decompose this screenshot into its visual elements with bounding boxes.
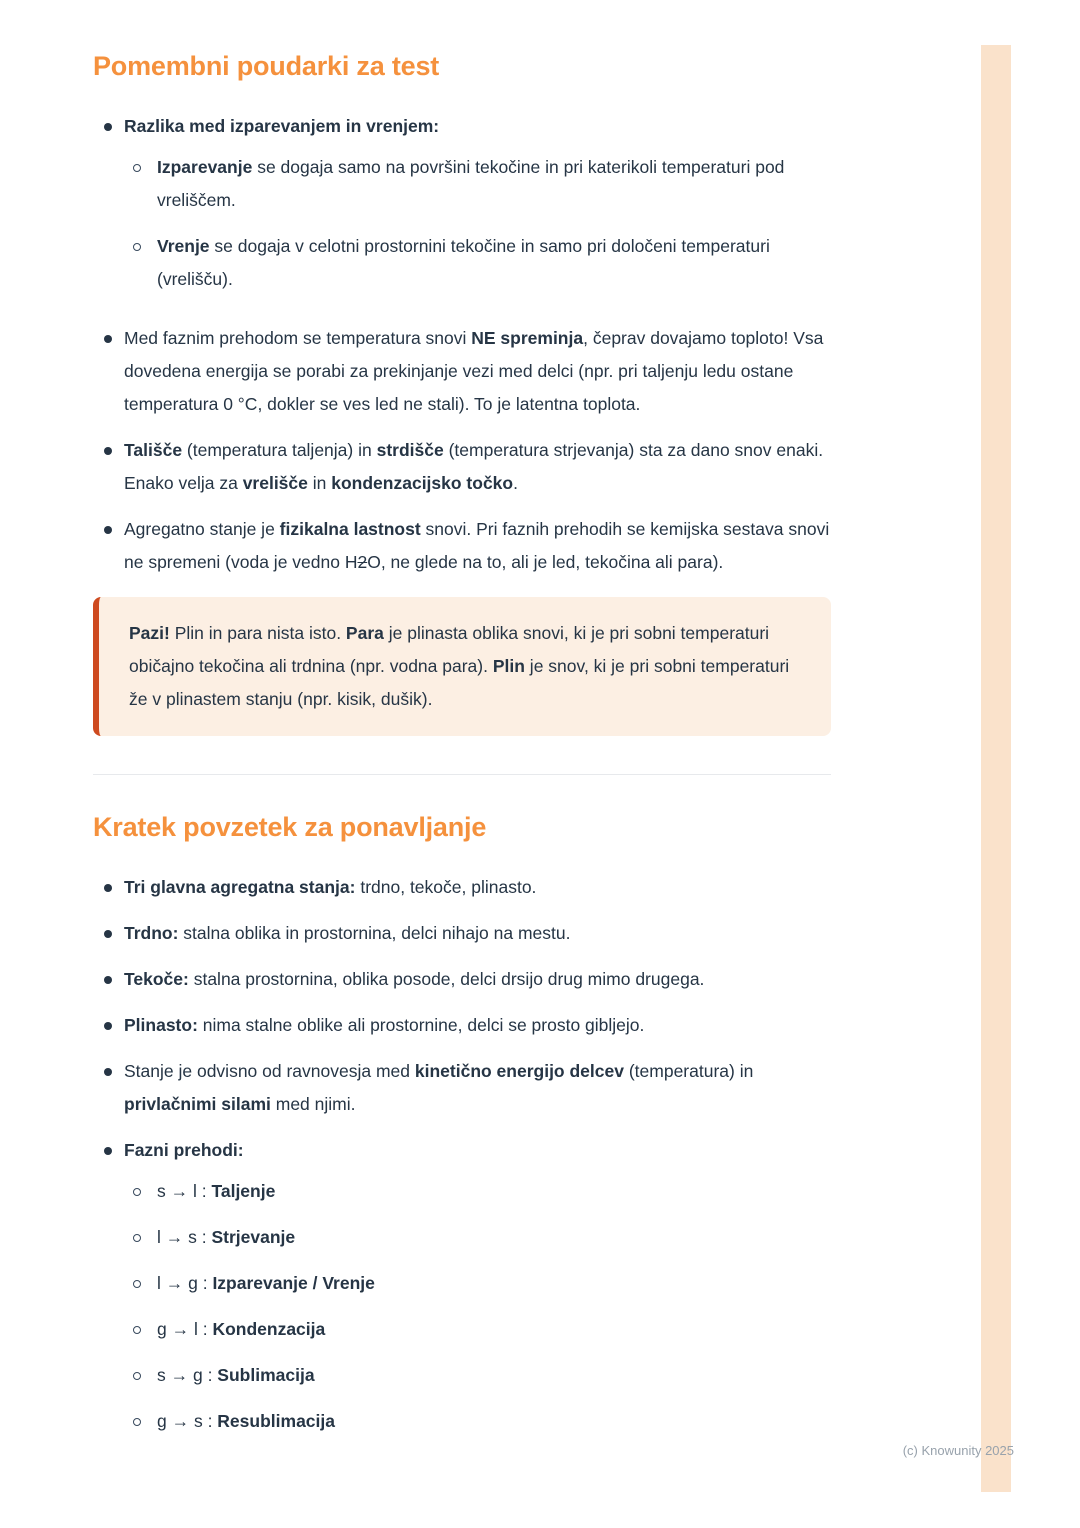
section1-title: Pomembni poudarki za test [93, 51, 440, 81]
copyright-text: (c) Knowunity 2025 [902, 1443, 1014, 1458]
circle-bullet-icon [133, 1372, 141, 1380]
list-item-text: Fazni prehodi: [124, 1140, 244, 1160]
divider [93, 774, 831, 775]
circle-bullet-icon [133, 1188, 141, 1196]
sublist [124, 151, 831, 296]
list-item-text: Med faznim prehodom se temperatura snovi NE spreminja, čeprav dovajamo toploto! Vsa dovedena energija se porabi za prekinjanje vezi med delci (npr. pri taljenju ledu ostane temperatura 0 °C, dokler se ves led ne stali). To je latentna toplota. [124, 328, 824, 414]
page-edge-stripe [981, 45, 1011, 1492]
list-item-text: Agregatno stanje je fizikalna lastnost snovi. Pri faznih prehodih se kemijska sestava snovi ne spremeni (voda je vedno H2O, ne glede na to, ali je led, tekočina ali para). [124, 519, 830, 572]
sublist-item-text: l → s : Strjevanje [157, 1227, 296, 1247]
bullet-icon [104, 123, 112, 131]
circle-bullet-icon [133, 1326, 141, 1334]
sublist-item-text: Izparevanje se dogaja samo na površini tekočine in pri katerikoli temperaturi pod vreliščem. [157, 157, 785, 210]
circle-bullet-icon [133, 1280, 141, 1288]
sublist-item [124, 151, 831, 217]
bullet-icon [104, 1147, 112, 1155]
list-item [93, 1055, 831, 1121]
list-item-text: Plinasto: nima stalne oblike ali prostornine, delci se prosto gibljejo. [124, 1015, 645, 1035]
sublist-item-text: l → g : Izparevanje / Vrenje [157, 1273, 375, 1293]
list-item-text: Tekoče: stalna prostornina, oblika posode, delci drsijo drug mimo drugega. [124, 969, 705, 989]
list-item-body [124, 110, 831, 309]
list-item [93, 1009, 831, 1042]
notes-content [93, 50, 831, 1464]
circle-bullet-icon [133, 243, 141, 251]
bullet-icon [104, 526, 112, 534]
bullet-icon [104, 976, 112, 984]
bullet-icon [104, 1068, 112, 1076]
sublist-item-text: g → s : Resublimacija [157, 1411, 335, 1431]
list-item [93, 110, 831, 309]
list-item-text: Stanje je odvisno od ravnovesja med kinetično energijo delcev (temperatura) in privlačnimi silami med njimi. [124, 1061, 754, 1114]
list-item [93, 322, 831, 421]
list-item-body [124, 1134, 831, 1451]
list-item [93, 963, 831, 996]
list-item-text: Tališče (temperatura taljenja) in strdišče (temperatura strjevanja) sta za dano snov enaki. Enako velja za vrelišče in kondenzacijsko točko. [124, 440, 824, 493]
sublist-item [124, 1405, 831, 1438]
sublist-item [124, 1313, 831, 1346]
bullet-icon [104, 884, 112, 892]
sublist-item-text: s → g : Sublimacija [157, 1365, 315, 1385]
sublist-item [124, 1359, 831, 1392]
list-item-text: Tri glavna agregatna stanja: trdno, tekoče, plinasto. [124, 877, 537, 897]
list-item [93, 871, 831, 904]
section2-list [93, 871, 831, 1451]
sublist-item [124, 1175, 831, 1208]
list-item-text: Trdno: stalna oblika in prostornina, delci nihajo na mestu. [124, 923, 571, 943]
list-item [93, 513, 831, 579]
bullet-icon [104, 1022, 112, 1030]
sublist-item [124, 1267, 831, 1300]
warning-callout [93, 597, 831, 736]
list-item [93, 917, 831, 950]
bullet-icon [104, 335, 112, 343]
section1-list [93, 110, 831, 579]
bullet-icon [104, 447, 112, 455]
circle-bullet-icon [133, 1418, 141, 1426]
circle-bullet-icon [133, 164, 141, 172]
list-item-text: Razlika med izparevanjem in vrenjem: [124, 116, 440, 136]
circle-bullet-icon [133, 1234, 141, 1242]
sublist-item-text: g → l : Kondenzacija [157, 1319, 326, 1339]
sublist-item-text: Vrenje se dogaja v celotni prostornini tekočine in samo pri določeni temperaturi (vrelišču). [157, 236, 770, 289]
phase-transitions-sublist [124, 1175, 831, 1438]
sublist-item [124, 230, 831, 296]
list-item [93, 1134, 831, 1451]
sublist-item [124, 1221, 831, 1254]
bullet-icon [104, 930, 112, 938]
section2-title: Kratek povzetek za ponavljanje [93, 812, 487, 842]
warning-callout-text: Pazi! Plin in para nista isto. Para je plinasta oblika snovi, ki je pri sobni temperaturi običajno tekočina ali trdnina (npr. vodna para). Plin je snov, ki je pri sobni temperaturi že v plinastem stanju (npr. kisik, dušik). [129, 623, 790, 709]
list-item [93, 434, 831, 500]
sublist-item-text: s → l : Taljenje [157, 1181, 276, 1201]
